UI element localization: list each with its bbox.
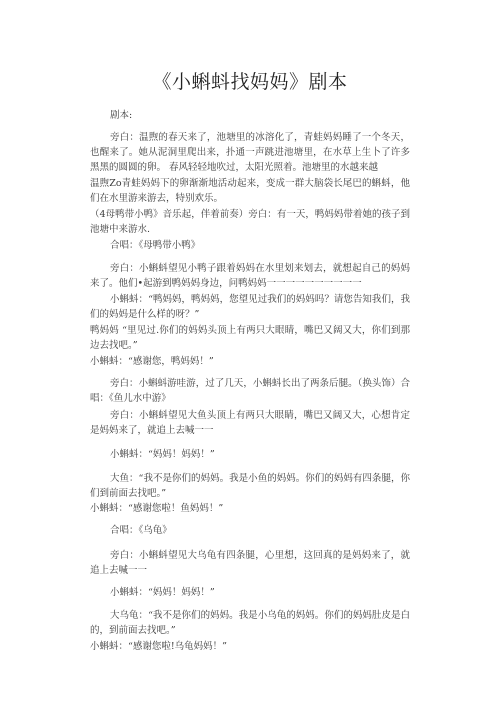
paragraph-tadpole-call-turtle: 小蝌蚪：“妈妈！妈妈！” [110,587,215,598]
paragraph-tadpole-thank-duck: 小蝌蚪：“感谢您，鸭妈妈！” [90,356,214,367]
paragraph-tadpole-ask-duck: 小蝌蚪：“鸭妈妈，鸭妈妈，您望见过我们的妈妈吗？请您告知我们，我们的妈妈是什么样的呀？” [90,294,410,321]
paragraph-fish-reply: 大鱼：“我不是你们的妈妈。我是小鱼的妈妈。你们的妈妈有四条腿，你们到前面去找吧。” [90,473,410,500]
paragraph-duck-music: （4母鸭带小鸭》音乐起，伴着前奏）旁白：有一天，鸭妈妈带着她的孩子到池塘中来游水. [90,209,410,236]
paragraph-tadpole-call-fish: 小蝌蚪：“妈妈！妈妈！” [110,449,215,460]
paragraph-narration-fish: 旁白：小蝌蚪望见大鱼头顶上有两只大眼睛，嘴巴又阔又大，心想肯定是妈妈来了，就追上去喊一一 [90,410,410,437]
page-title: 《小蝌蚪找妈妈》剧本 [152,71,348,93]
paragraph-chorus-turtle: 合唱：《乌龟》 [110,525,172,536]
paragraph-chorus-duck: 合唱：《母鸭带小鸭》 [110,240,201,251]
paragraph-narration-turtle: 旁白：小蝌蚪望见大乌龟有四条腿，心里想，这回真的是妈妈来了，就追上去喊一一 [90,550,410,577]
paragraph-intro: 剧本: [110,110,133,121]
paragraph-narration-legs: 旁白：小蝌蚪游哇游，过了几天，小蝌蚪长出了两条后腿。（换头饰）合唱：《鱼儿水中游》 [90,378,410,405]
paragraph-narration-duck: 旁白：小蝌蚪望见小鸭子跟着妈妈在水里划来划去，就想起自己的妈妈来了。他们•起游到鸭妈妈身边，问鸭妈妈一一一一一一一一一一 [90,263,410,290]
paragraph-turtle-reply: 大乌龟：“我不是你们的妈妈。我是小乌龟的妈妈。你们的妈妈肚皮是白的，到前面去找吧。” [90,610,410,637]
paragraph-duck-reply: 鸭妈妈 “里见过.你们的妈妈头顶上有两只大眼睛，嘴巴又阔又大，你们到那边去找吧。” [90,325,410,352]
paragraph-narration-spring: 旁白：温煦的春天来了，池塘里的冰溶化了，青蛙妈妈睡了一个冬天，也醒来了。她从泥洞里爬出来，扑通一声跳进池塘里，在水草上生卜了许多黑黑的圆圆的卵。 春风轻轻地吹过，太阳光照着。池塘里的水越来越 [90,132,410,174]
paragraph-tadpole-thank-fish: 小蝌蚪：“感谢您啦！鱼妈妈！” [90,503,224,514]
paragraph-narration-eggs: 温煦Zo青蛙妈妈下的卵渐渐地活动起来，变成一群大脑袋长尾巴的蝌蚪，他们在水里游来游去，特别欢乐。 [90,178,410,205]
paragraph-tadpole-thank-turtle: 小蝌蚪：“感谢您啦!乌龟妈妈！” [90,641,228,652]
